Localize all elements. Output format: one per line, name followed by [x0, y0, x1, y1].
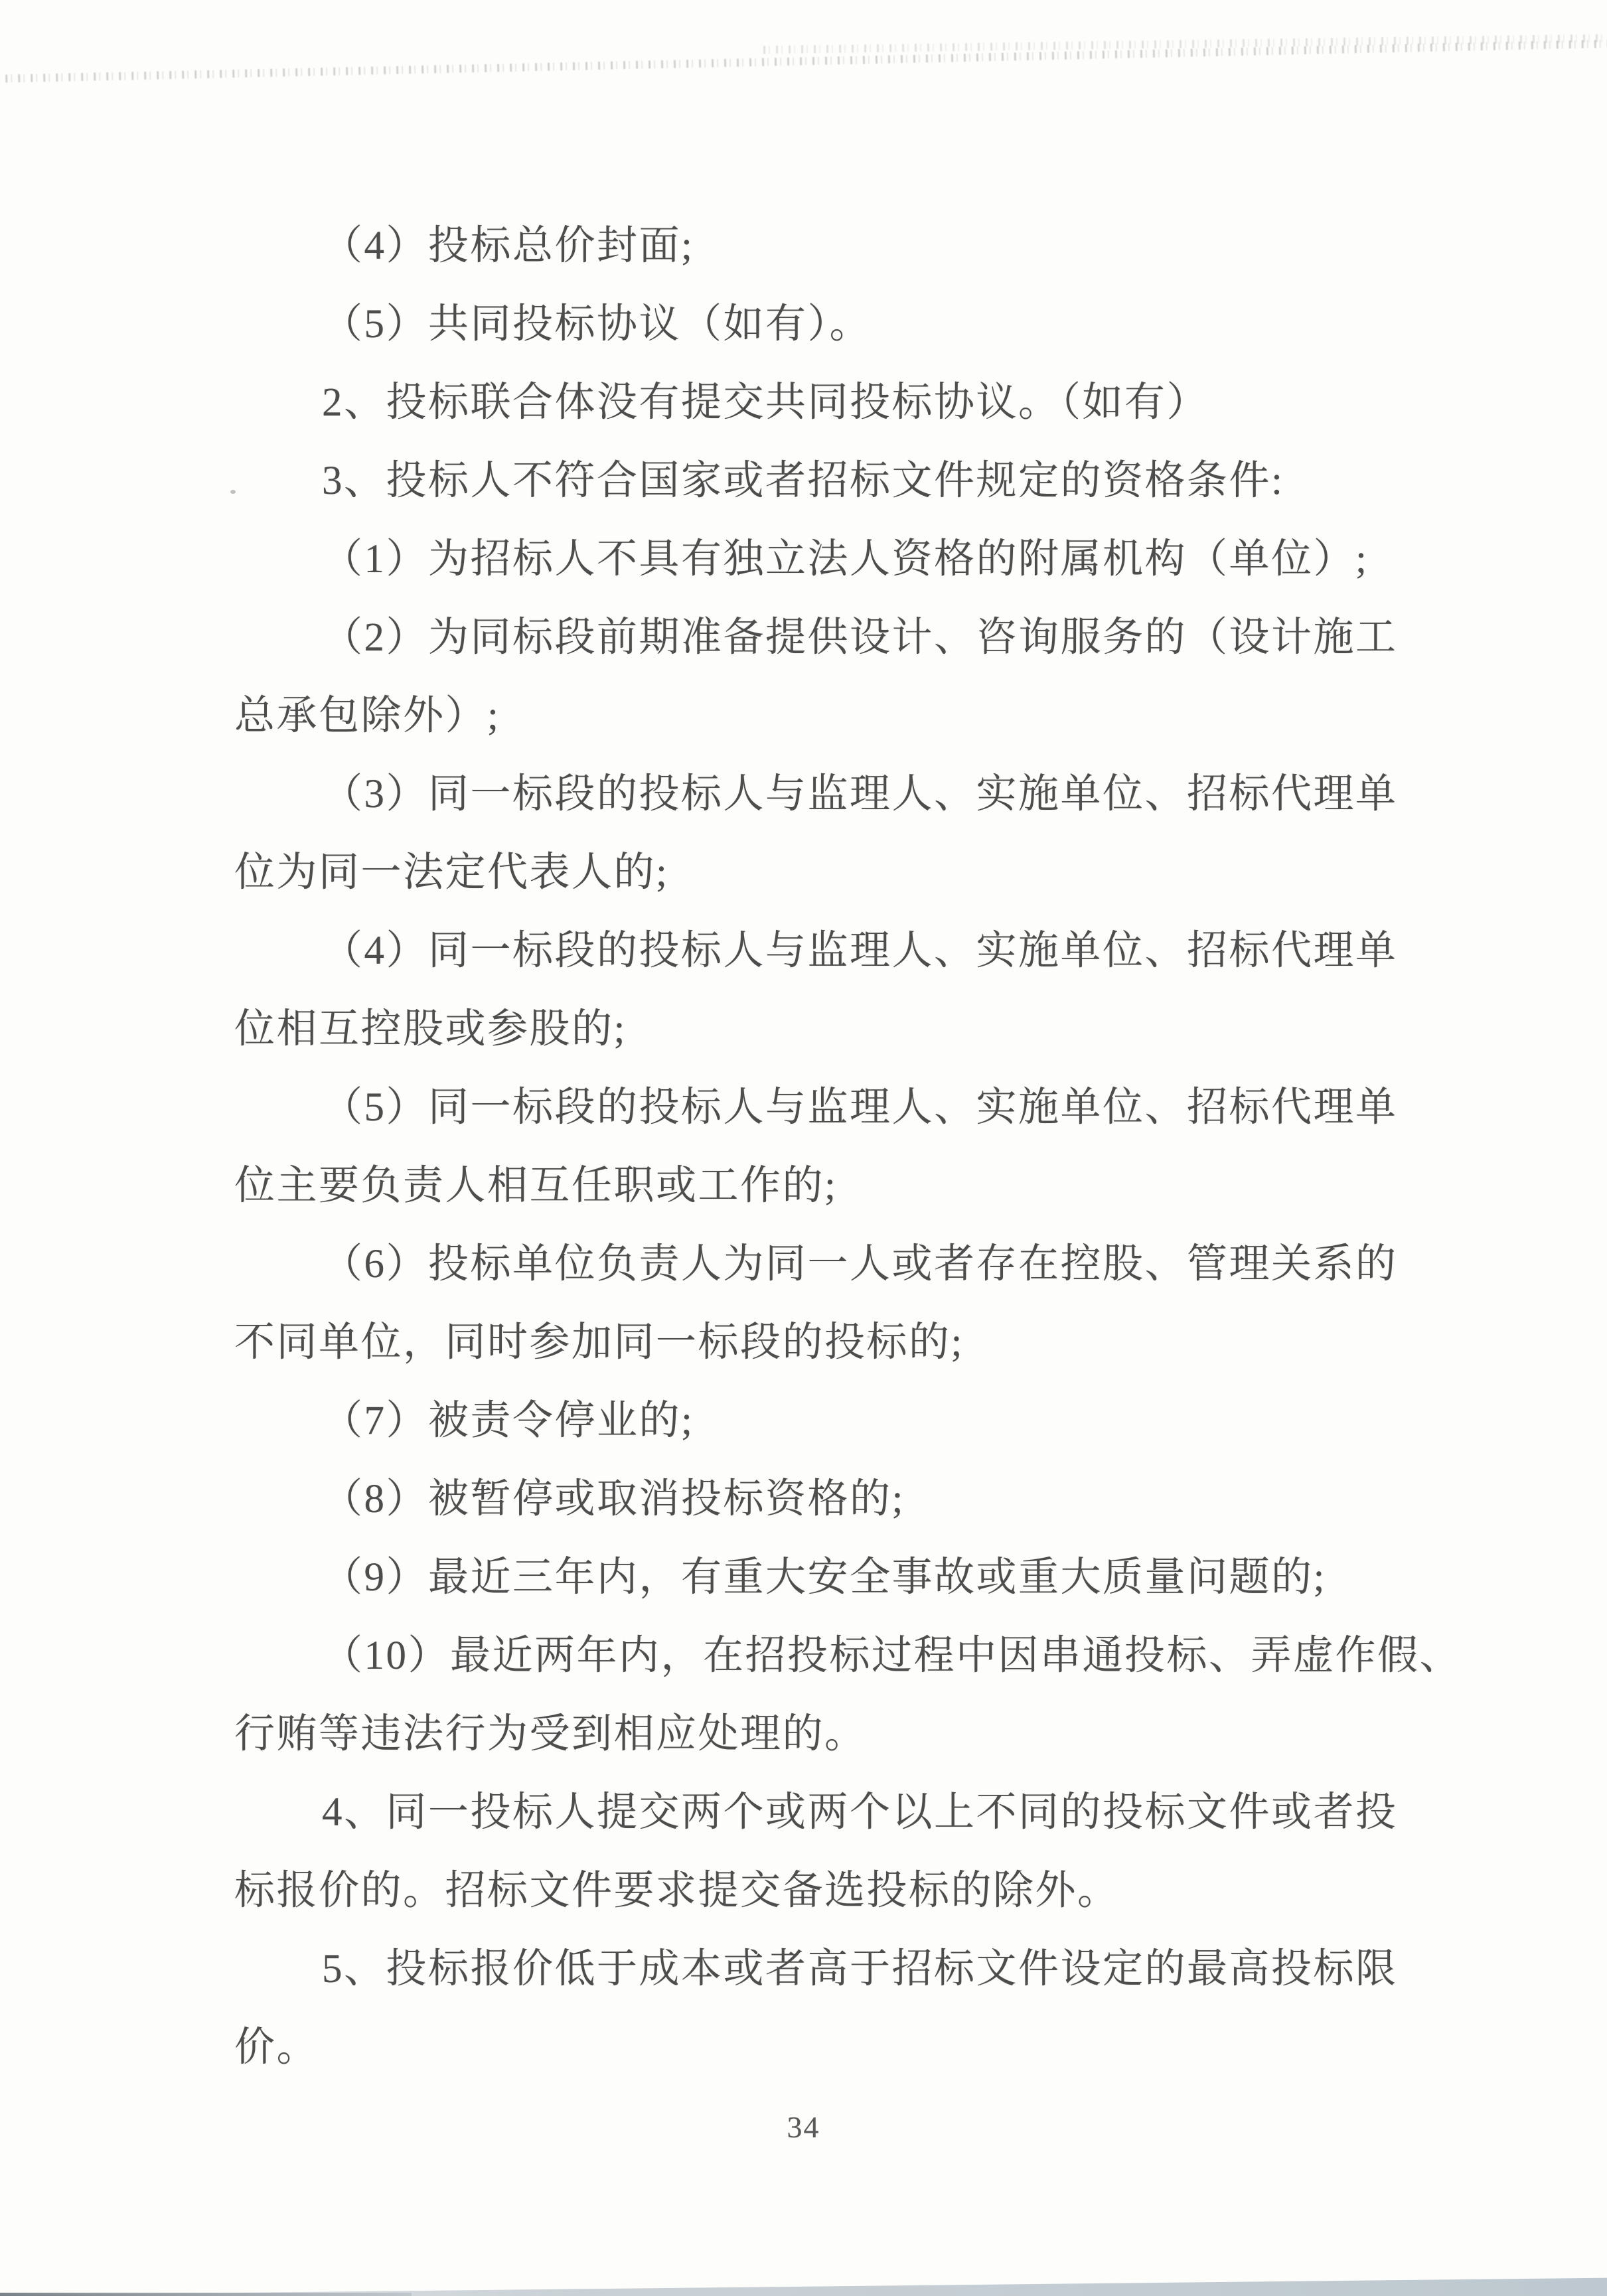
- text-line: （10）最近两年内，在招投标过程中因串通投标、弄虚作假、: [322, 1634, 1462, 1678]
- text-line: （4）投标总价封面;: [322, 224, 694, 268]
- text-line: 2、投标联合体没有提交共同投标协议。（如有）: [322, 380, 1209, 425]
- text-line: （8）被暂停或取消投标资格的;: [322, 1477, 905, 1521]
- text-line: （2）为同标段前期准备提供设计、咨询服务的（设计施工: [322, 615, 1398, 660]
- text-line: 位为同一法定代表人的;: [234, 850, 669, 895]
- text-line: （7）被责令停业的;: [322, 1399, 694, 1443]
- text-line: 总承包除外）;: [234, 694, 500, 738]
- text-line: （6）投标单位负责人为同一人或者存在控股、管理关系的: [322, 1242, 1398, 1286]
- text-line: （1）为招标人不具有独立法人资格的附属机构（单位）;: [322, 537, 1369, 581]
- text-line: （5）共同投标协议（如有）。: [322, 302, 872, 346]
- text-line: 位相互控股或参股的;: [234, 1007, 627, 1051]
- text-line: 4、同一投标人提交两个或两个以上不同的投标文件或者投: [322, 1790, 1398, 1835]
- page-number: 34: [787, 2110, 820, 2144]
- text-line: （5）同一标段的投标人与监理人、实施单位、招标代理单: [322, 1085, 1398, 1130]
- text-line: （3）同一标段的投标人与监理人、实施单位、招标代理单: [322, 772, 1398, 816]
- text-line: 5、投标报价低于成本或者高于招标文件设定的最高投标限: [322, 1947, 1398, 1991]
- text-line: 不同单位，同时参加同一标段的投标的;: [234, 1320, 964, 1365]
- text-line: 位主要负责人相互任职或工作的;: [234, 1164, 838, 1208]
- scan-edge-line: [0, 2293, 412, 2296]
- text-line: （4）同一标段的投标人与监理人、实施单位、招标代理单: [322, 929, 1398, 973]
- text-line: 价。: [234, 2025, 319, 2070]
- text-line: 行贿等违法行为受到相应处理的。: [234, 1712, 867, 1756]
- document-body: [234, 207, 1462, 2087]
- text-line: （9）最近三年内，有重大安全事故或重大质量问题的;: [322, 1555, 1326, 1600]
- text-line: 3、投标人不符合国家或者招标文件规定的资格条件:: [322, 459, 1284, 503]
- text-line: 标报价的。招标文件要求提交备选投标的除外。: [234, 1869, 1120, 1913]
